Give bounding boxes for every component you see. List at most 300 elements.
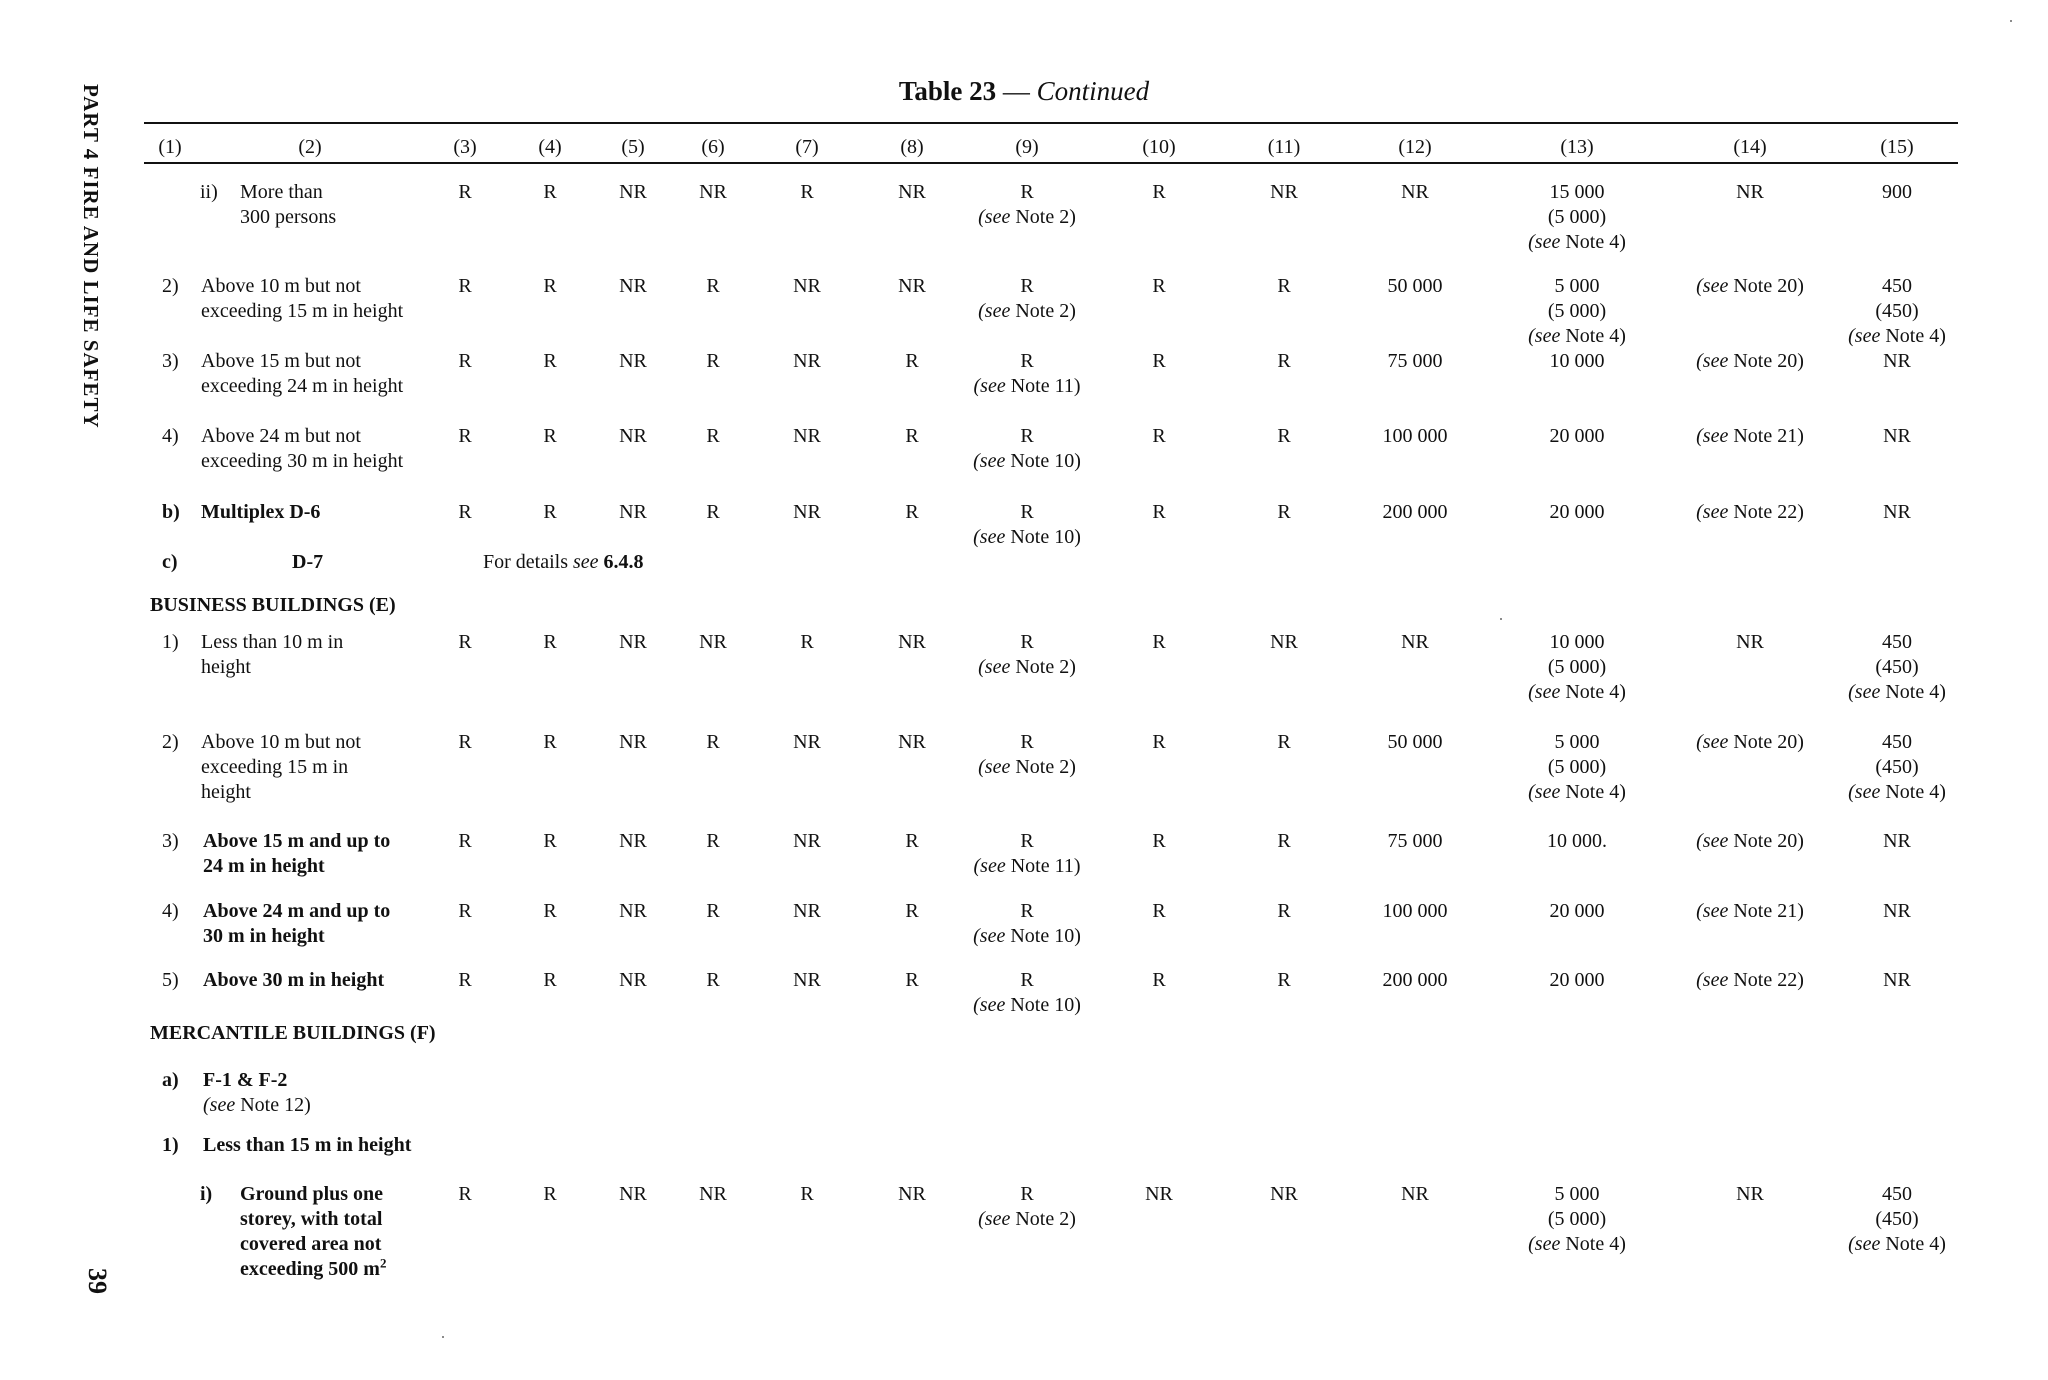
cell-col-4: R: [543, 181, 557, 203]
cell-col-7: R: [800, 1183, 814, 1205]
cell-col-8: R: [905, 350, 919, 372]
column-header-13: (13): [1560, 136, 1594, 158]
cell-col-11: R: [1277, 501, 1291, 523]
note-ref: Note 10): [1010, 526, 1081, 548]
column-header-3: (3): [453, 136, 477, 158]
cell-col-9-note: [978, 205, 1076, 230]
cell-col-5: NR: [619, 731, 647, 753]
see-word: (see: [1848, 325, 1881, 347]
details-prefix: For details: [483, 551, 573, 573]
see-word: (see: [1696, 350, 1729, 372]
cell-col-3: R: [458, 350, 472, 372]
row-number: ii): [200, 181, 218, 203]
cell-col-6: R: [706, 350, 720, 372]
cell-col-6: R: [706, 731, 720, 753]
cell-col-3: R: [458, 900, 472, 922]
see-word: (see: [973, 855, 1006, 877]
column-header-11: (11): [1267, 136, 1301, 158]
cell-col-13-note: [1528, 1232, 1626, 1257]
note-ref: Note 4): [1565, 325, 1626, 347]
cell-col-3: R: [458, 501, 472, 523]
cell-col-10: R: [1152, 900, 1166, 922]
cell-col-3: R: [458, 181, 472, 203]
cell-col-9: R: [1020, 181, 1034, 203]
column-header-14: (14): [1733, 136, 1767, 158]
cell-col-15: 450: [1882, 1183, 1912, 1205]
row-description: Above 24 m but not: [201, 425, 361, 447]
cell-col-7: NR: [793, 969, 821, 991]
cell-col-14: NR: [1736, 1183, 1764, 1205]
cell-col-10: R: [1152, 969, 1166, 991]
column-header-5: (5): [621, 136, 645, 158]
see-word: (see: [1528, 681, 1561, 703]
see-word: (see: [1528, 325, 1561, 347]
cell-col-11: NR: [1270, 631, 1298, 653]
cell-col-9-note: [978, 655, 1076, 680]
see-word: (see: [1696, 425, 1729, 447]
cell-col-13: (5 000): [1547, 206, 1607, 228]
note-ref: Note 4): [1565, 1233, 1626, 1255]
row-description: D-7: [292, 551, 324, 573]
see-word: (see: [1848, 781, 1881, 803]
row-description: height: [201, 781, 251, 803]
see-word: (see: [973, 526, 1006, 548]
cell-col-5: NR: [619, 631, 647, 653]
cell-col-5: NR: [619, 830, 647, 852]
table-caption: [0, 76, 2048, 107]
see-word: (see: [1528, 1233, 1561, 1255]
cell-col-9: R: [1020, 900, 1034, 922]
cell-col-10: R: [1152, 830, 1166, 852]
cell-col-4: R: [543, 275, 557, 297]
row-number: 1): [162, 1134, 179, 1156]
row-description: exceeding 24 m in height: [201, 375, 404, 397]
cell-col-14-note: [1696, 500, 1804, 525]
cell-col-11: R: [1277, 830, 1291, 852]
column-header-12: (12): [1398, 136, 1432, 158]
cell-col-13: 10 000: [1549, 631, 1605, 653]
note-ref: Note 20): [1733, 830, 1804, 852]
cell-col-13: (5 000): [1547, 300, 1607, 322]
cell-col-5: NR: [619, 181, 647, 203]
cell-col-15: NR: [1883, 900, 1911, 922]
see-word: (see: [1696, 900, 1729, 922]
cell-col-15: (450): [1875, 756, 1919, 778]
cell-col-4: R: [543, 425, 557, 447]
row-description: Ground plus one: [240, 1183, 384, 1205]
row-description: Above 15 m but not: [201, 350, 361, 372]
cell-col-6: R: [706, 275, 720, 297]
cell-col-7: NR: [793, 350, 821, 372]
cell-col-9: R: [1020, 425, 1034, 447]
cell-col-13: (5 000): [1547, 656, 1607, 678]
row-description-note: [203, 1093, 311, 1118]
note-ref: Note 4): [1565, 681, 1626, 703]
cell-col-5: NR: [619, 501, 647, 523]
cell-col-13-note: [1528, 230, 1626, 255]
cell-col-14-note: [1696, 829, 1804, 854]
row-number: 3): [162, 350, 179, 372]
side-running-title: PART 4 FIRE AND LIFE SAFETY: [79, 84, 103, 429]
cell-col-13: 5 000: [1554, 275, 1600, 297]
row-description: Above 30 m in height: [203, 969, 385, 991]
cell-col-5: NR: [619, 969, 647, 991]
details-reference: [483, 550, 644, 575]
table-header-rule: [144, 162, 1958, 164]
note-ref: Note 21): [1733, 425, 1804, 447]
row-description: exceeding 30 m in height: [201, 450, 404, 472]
cell-col-15: NR: [1883, 501, 1911, 523]
cell-col-15: 900: [1882, 181, 1912, 203]
cell-col-8: NR: [898, 631, 926, 653]
superscript: 2: [379, 1255, 387, 1271]
cell-col-3: R: [458, 969, 472, 991]
cell-col-15: NR: [1883, 969, 1911, 991]
cell-col-7: NR: [793, 501, 821, 523]
see-word: (see: [973, 375, 1006, 397]
section-heading-business: BUSINESS BUILDINGS (E): [150, 594, 396, 616]
cell-col-13: (5 000): [1547, 1208, 1607, 1230]
row-description: height: [201, 656, 251, 678]
cell-col-6: R: [706, 425, 720, 447]
cell-col-9: R: [1020, 1183, 1034, 1205]
cell-col-12: 200 000: [1382, 969, 1448, 991]
row-description-text: exceeding 500 m: [240, 1258, 380, 1280]
cell-col-4: R: [543, 731, 557, 753]
cell-col-13: 20 000: [1549, 425, 1605, 447]
note-ref: Note 4): [1885, 325, 1946, 347]
cell-col-10: NR: [1145, 1183, 1173, 1205]
note-ref: Note 20): [1733, 275, 1804, 297]
column-header-1: (1): [158, 136, 182, 158]
note-ref: Note 10): [1010, 994, 1081, 1016]
column-header-2: (2): [298, 136, 322, 158]
cell-col-5: NR: [619, 425, 647, 447]
cell-col-11: R: [1277, 425, 1291, 447]
cell-col-11: R: [1277, 275, 1291, 297]
row-description: Above 15 m and up to: [203, 830, 391, 852]
cell-col-13: 20 000: [1549, 900, 1605, 922]
cell-col-7: NR: [793, 425, 821, 447]
row-description: Less than 15 m in height: [203, 1134, 412, 1156]
see-word: (see: [203, 1094, 236, 1116]
cell-col-11: R: [1277, 900, 1291, 922]
cell-col-5: NR: [619, 1183, 647, 1205]
cell-col-9: R: [1020, 731, 1034, 753]
cell-col-14-note: [1696, 349, 1804, 374]
row-description: exceeding 15 m in height: [201, 300, 404, 322]
cell-col-12: 100 000: [1382, 425, 1448, 447]
details-ref: 6.4.8: [603, 551, 644, 573]
cell-col-13: 10 000: [1549, 350, 1605, 372]
row-number: a): [162, 1069, 179, 1091]
cell-col-4: R: [543, 631, 557, 653]
cell-col-9-note: [974, 374, 1081, 399]
note-ref: Note 22): [1733, 501, 1804, 523]
page-number: 39: [83, 1268, 112, 1294]
cell-col-13: 20 000: [1549, 969, 1605, 991]
cell-col-5: NR: [619, 275, 647, 297]
note-ref: Note 10): [1010, 925, 1081, 947]
cell-col-9-note: [973, 449, 1081, 474]
see-word: (see: [1696, 731, 1729, 753]
cell-col-14: NR: [1736, 181, 1764, 203]
cell-col-7: R: [800, 181, 814, 203]
cell-col-12: NR: [1401, 1183, 1429, 1205]
see-word: (see: [1848, 1233, 1881, 1255]
table-caption-dash: —: [996, 76, 1037, 106]
row-description: [240, 1257, 386, 1282]
row-description: F-1 & F-2: [203, 1069, 288, 1091]
cell-col-13: 15 000: [1549, 181, 1605, 203]
section-heading-mercantile: MERCANTILE BUILDINGS (F): [150, 1022, 436, 1044]
cell-col-15: (450): [1875, 656, 1919, 678]
row-number: 4): [162, 425, 179, 447]
row-description: 24 m in height: [203, 855, 325, 877]
cell-col-15-note: [1848, 1232, 1946, 1257]
note-ref: Note 2): [1015, 656, 1076, 678]
cell-col-8: R: [905, 900, 919, 922]
row-description: 300 persons: [240, 206, 337, 228]
cell-col-10: R: [1152, 425, 1166, 447]
cell-col-6: R: [706, 501, 720, 523]
cell-col-8: R: [905, 969, 919, 991]
cell-col-15-note: [1848, 780, 1946, 805]
cell-col-3: R: [458, 425, 472, 447]
cell-col-4: R: [543, 1183, 557, 1205]
cell-col-12: 100 000: [1382, 900, 1448, 922]
cell-col-8: NR: [898, 181, 926, 203]
note-ref: Note 11): [1010, 855, 1081, 877]
cell-col-9: R: [1020, 969, 1034, 991]
cell-col-9: R: [1020, 830, 1034, 852]
cell-col-5: NR: [619, 900, 647, 922]
see-word: (see: [973, 994, 1006, 1016]
cell-col-13: 10 000.: [1547, 830, 1607, 852]
cell-col-12: 75 000: [1387, 830, 1443, 852]
row-description: Less than 10 m in: [201, 631, 344, 653]
cell-col-15: NR: [1883, 425, 1911, 447]
see-word: (see: [1696, 969, 1729, 991]
column-header-4: (4): [538, 136, 562, 158]
cell-col-15: (450): [1875, 300, 1919, 322]
note-ref: Note 4): [1565, 781, 1626, 803]
scan-speck: [442, 1336, 444, 1338]
cell-col-4: R: [543, 969, 557, 991]
cell-col-8: R: [905, 425, 919, 447]
cell-col-9-note: [978, 299, 1076, 324]
row-description: covered area not: [240, 1233, 382, 1255]
cell-col-10: R: [1152, 631, 1166, 653]
row-description: Multiplex D-6: [201, 501, 321, 523]
see-word: (see: [1696, 830, 1729, 852]
cell-col-6: NR: [699, 181, 727, 203]
cell-col-7: NR: [793, 731, 821, 753]
cell-col-5: NR: [619, 350, 647, 372]
cell-col-8: R: [905, 830, 919, 852]
cell-col-9-note: [974, 854, 1081, 879]
cell-col-15: NR: [1883, 830, 1911, 852]
cell-col-14: NR: [1736, 631, 1764, 653]
cell-col-14-note: [1696, 968, 1804, 993]
column-header-10: (10): [1142, 136, 1176, 158]
see-word: (see: [1848, 681, 1881, 703]
note-ref: Note 4): [1885, 681, 1946, 703]
see-word: (see: [978, 656, 1011, 678]
cell-col-15: 450: [1882, 275, 1912, 297]
cell-col-12: 50 000: [1387, 275, 1443, 297]
cell-col-12: 50 000: [1387, 731, 1443, 753]
cell-col-13: 5 000: [1554, 731, 1600, 753]
note-ref: Note 2): [1015, 206, 1076, 228]
cell-col-3: R: [458, 275, 472, 297]
cell-col-13: 20 000: [1549, 501, 1605, 523]
cell-col-12: 75 000: [1387, 350, 1443, 372]
note-ref: Note 10): [1010, 450, 1081, 472]
column-header-8: (8): [900, 136, 924, 158]
cell-col-14-note: [1696, 274, 1804, 299]
table-top-rule: [144, 122, 1958, 124]
see-word: (see: [973, 450, 1006, 472]
cell-col-13: 5 000: [1554, 1183, 1600, 1205]
see-word: (see: [1528, 781, 1561, 803]
cell-col-15-note: [1848, 680, 1946, 705]
cell-col-7: R: [800, 631, 814, 653]
row-number: 2): [162, 275, 179, 297]
row-number: 2): [162, 731, 179, 753]
see-word: (see: [1528, 231, 1561, 253]
cell-col-13: (5 000): [1547, 756, 1607, 778]
cell-col-11: NR: [1270, 1183, 1298, 1205]
cell-col-4: R: [543, 350, 557, 372]
cell-col-8: NR: [898, 275, 926, 297]
cell-col-9: R: [1020, 350, 1034, 372]
cell-col-13-note: [1528, 324, 1626, 349]
cell-col-15-note: [1848, 324, 1946, 349]
row-description: exceeding 15 m in: [201, 756, 349, 778]
cell-col-13-note: [1528, 780, 1626, 805]
row-number: b): [162, 501, 180, 523]
column-header-9: (9): [1015, 136, 1039, 158]
note-ref: Note 20): [1733, 731, 1804, 753]
cell-col-14-note: [1696, 730, 1804, 755]
note-ref: Note 4): [1885, 781, 1946, 803]
cell-col-14-note: [1696, 424, 1804, 449]
cell-col-12: 200 000: [1382, 501, 1448, 523]
row-number: 4): [162, 900, 179, 922]
cell-col-7: NR: [793, 830, 821, 852]
cell-col-15: NR: [1883, 350, 1911, 372]
note-ref: Note 12): [240, 1094, 311, 1116]
row-description: Above 24 m and up to: [203, 900, 391, 922]
cell-col-4: R: [543, 501, 557, 523]
cell-col-6: R: [706, 830, 720, 852]
cell-col-4: R: [543, 830, 557, 852]
table-caption-continued: Continued: [1036, 76, 1150, 106]
cell-col-9-note: [978, 1207, 1076, 1232]
cell-col-10: R: [1152, 181, 1166, 203]
row-description: More than: [240, 181, 323, 203]
scan-speck: [1500, 618, 1502, 620]
cell-col-12: NR: [1401, 631, 1429, 653]
cell-col-15: 450: [1882, 631, 1912, 653]
cell-col-3: R: [458, 631, 472, 653]
cell-col-9: R: [1020, 501, 1034, 523]
cell-col-7: NR: [793, 275, 821, 297]
row-number: i): [200, 1183, 213, 1205]
note-ref: Note 21): [1733, 900, 1804, 922]
cell-col-9-note: [973, 924, 1081, 949]
see-word: (see: [1696, 275, 1729, 297]
cell-col-11: NR: [1270, 181, 1298, 203]
row-description: storey, with total: [240, 1208, 383, 1230]
cell-col-3: R: [458, 731, 472, 753]
cell-col-6: NR: [699, 631, 727, 653]
row-number: 1): [162, 631, 179, 653]
note-ref: Note 11): [1010, 375, 1081, 397]
see-word: (see: [978, 756, 1011, 778]
note-ref: Note 2): [1015, 1208, 1076, 1230]
see-word: (see: [1696, 501, 1729, 523]
cell-col-11: R: [1277, 350, 1291, 372]
column-header-7: (7): [795, 136, 819, 158]
cell-col-15: (450): [1875, 1208, 1919, 1230]
cell-col-10: R: [1152, 501, 1166, 523]
see-word: (see: [978, 1208, 1011, 1230]
row-number: 5): [162, 969, 179, 991]
cell-col-13-note: [1528, 680, 1626, 705]
cell-col-9-note: [978, 755, 1076, 780]
cell-col-8: R: [905, 501, 919, 523]
cell-col-6: R: [706, 969, 720, 991]
cell-col-10: R: [1152, 275, 1166, 297]
note-ref: Note 4): [1885, 1233, 1946, 1255]
cell-col-4: R: [543, 900, 557, 922]
cell-col-12: NR: [1401, 181, 1429, 203]
cell-col-9: R: [1020, 631, 1034, 653]
note-ref: Note 22): [1733, 969, 1804, 991]
cell-col-9: R: [1020, 275, 1034, 297]
cell-col-9-note: [973, 993, 1081, 1018]
row-description: 30 m in height: [203, 925, 325, 947]
cell-col-7: NR: [793, 900, 821, 922]
row-number: c): [162, 551, 178, 573]
cell-col-11: R: [1277, 969, 1291, 991]
column-header-15: (15): [1880, 136, 1914, 158]
row-description: Above 10 m but not: [201, 275, 361, 297]
see-word: (see: [978, 206, 1011, 228]
cell-col-15: 450: [1882, 731, 1912, 753]
note-ref: Note 20): [1733, 350, 1804, 372]
cell-col-8: NR: [898, 731, 926, 753]
cell-col-14-note: [1696, 899, 1804, 924]
scan-speck: [2010, 20, 2012, 22]
cell-col-9-note: [973, 525, 1081, 550]
note-ref: Note 2): [1015, 756, 1076, 778]
cell-col-3: R: [458, 1183, 472, 1205]
cell-col-6: R: [706, 900, 720, 922]
note-ref: Note 2): [1015, 300, 1076, 322]
see-word: (see: [973, 925, 1006, 947]
cell-col-11: R: [1277, 731, 1291, 753]
cell-col-6: NR: [699, 1183, 727, 1205]
details-see: see: [573, 551, 599, 573]
cell-col-3: R: [458, 830, 472, 852]
note-ref: Note 4): [1565, 231, 1626, 253]
cell-col-8: NR: [898, 1183, 926, 1205]
cell-col-10: R: [1152, 731, 1166, 753]
column-header-6: (6): [701, 136, 725, 158]
